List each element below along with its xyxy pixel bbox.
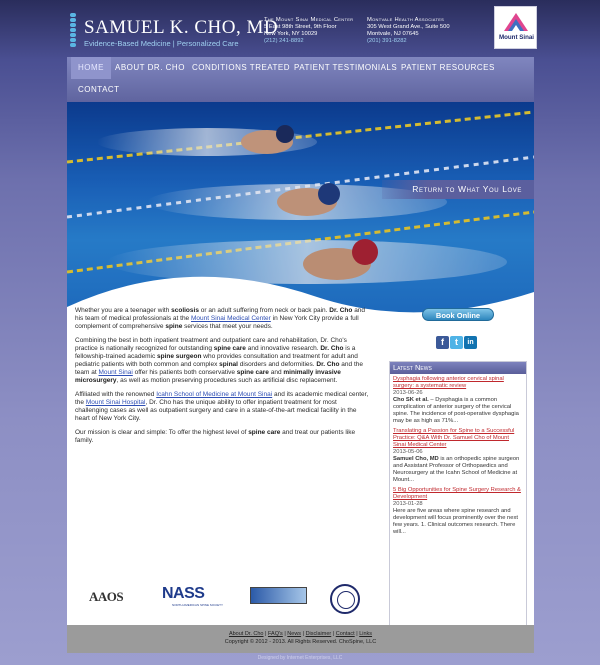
text-span: Whether you are a teenager with: [75, 307, 172, 314]
footer-link-links[interactable]: Links: [359, 631, 373, 637]
news-excerpt-author: Cho SK et al.: [393, 397, 429, 403]
nass-logo[interactable]: NASS: [162, 585, 205, 602]
text-span: , Dr. Cho has the unique ability to offer inpatient treatment for most challenging cases as well as outpatient surgery and care in a state-of-the-art medical facility in the heart of New York City.: [75, 399, 357, 422]
text-span: in New York City provide a full complement of comprehensive: [75, 315, 359, 330]
news-excerpt-text: Here are five areas where spine research and development will focus prominently over the next few years. 1. Clinical outcomes research. There will...: [393, 508, 519, 535]
news-date: 2013-05-06: [393, 449, 423, 455]
text-bold: Dr. Cho: [329, 307, 353, 314]
text-bold: minimally invasive microsurgery: [75, 369, 341, 384]
mount-sinai-link[interactable]: Mount Sinai: [98, 369, 133, 376]
text-span: Our mission is clear and simple: To offer the highest level of: [75, 429, 249, 436]
nav-resources[interactable]: PATIENT RESOURCES: [401, 63, 495, 72]
page-container: [67, 57, 534, 653]
text-span: and innovative research.: [245, 345, 321, 352]
news-item: [393, 376, 523, 425]
text-bold: spinal: [219, 361, 238, 368]
mount-sinai-mark-icon: [503, 11, 529, 33]
text-span: and its academic medical center, the: [75, 391, 369, 406]
text-span: who provides consultation and treatment for adult and pediatric patients with both common and complex: [75, 353, 358, 368]
linkedin-icon[interactable]: in: [464, 336, 477, 349]
location-street: 5 East 98th Street, 9th Floor: [264, 24, 337, 30]
news-link[interactable]: 5 Big Opportunities for Spine Surgery Research & Development: [393, 487, 521, 500]
footer-link-news[interactable]: News: [287, 631, 302, 637]
news-item: [393, 428, 523, 484]
footer-links: About Dr. Cho | FAQ's | News | Disclaimer | Contact | Links: [228, 631, 373, 637]
text-span: and: [268, 369, 284, 376]
intro-paragraph: [75, 307, 371, 331]
news-item: [393, 487, 523, 536]
nav-home[interactable]: HOME: [71, 57, 111, 79]
site-header: [0, 0, 600, 56]
academy-seal-logo[interactable]: [330, 584, 360, 614]
icahn-school-link[interactable]: Icahn School of Medicine at Mount Sinai: [156, 391, 273, 398]
site-tagline: Evidence-Based Medicine | Personalized Care: [84, 39, 239, 48]
location-title: The Mount Sinai Medical Center: [264, 17, 354, 23]
location-city: Montvale, NJ 07645: [367, 31, 419, 37]
text-bold: spine care: [248, 429, 281, 436]
location-montvale: [367, 17, 450, 45]
location-title: Montvale Health Associates: [367, 17, 445, 23]
text-bold: Dr. Cho: [316, 361, 340, 368]
intro-text: [75, 307, 371, 451]
latest-news-heading: Latest News: [390, 362, 526, 374]
news-date: 2013-06-26: [393, 390, 423, 396]
text-bold: scoliosis: [171, 307, 199, 314]
news-excerpt: [393, 456, 523, 484]
facebook-icon[interactable]: f: [436, 336, 449, 349]
nav-about[interactable]: ABOUT DR. CHO: [115, 63, 185, 72]
affiliation-paragraph: [75, 391, 371, 423]
twitter-icon[interactable]: t: [450, 336, 463, 349]
mount-sinai-logo-text: Mount Sinai: [498, 34, 535, 41]
footer-link-contact[interactable]: Contact: [335, 631, 355, 637]
hero-wave-shape: [67, 102, 534, 332]
location-phone[interactable]: (212) 241-8892: [264, 38, 304, 44]
news-excerpt: [393, 397, 523, 425]
location-phone[interactable]: (201) 391-8282: [367, 38, 407, 44]
nav-contact[interactable]: CONTACT: [78, 85, 120, 94]
copyright-text: Copyright © 2012 - 2013. All Rights Reserved. ChoSpine, LLC: [224, 639, 377, 645]
nav-conditions[interactable]: CONDITIONS TREATED: [192, 63, 291, 72]
news-link[interactable]: Translating a Passion for Spine to a Successful Practice: Q&A With Dr. Samuel Cho of Mount Sinai Medical Center: [393, 428, 515, 448]
book-online-button[interactable]: Book Online: [422, 308, 494, 321]
text-span: and the team at: [75, 361, 363, 376]
nav-testimonials[interactable]: PATIENT TESTIMONIALS: [294, 63, 398, 72]
text-span: and his team of medical professionals at the: [75, 307, 366, 322]
location-street: 305 West Grand Ave., Suite 500: [367, 24, 450, 30]
news-excerpt-text: is an orthopedic spine surgeon and Assistant Professor of Orthopaedics and Neurosurgery at the Icahn School of Medicine at Mount...: [393, 456, 520, 483]
spine-society-logo[interactable]: [250, 587, 307, 604]
site-footer: [67, 625, 534, 653]
site-title[interactable]: SAMUEL K. CHO, MD: [84, 17, 279, 38]
text-bold: spine surgeon: [157, 353, 202, 360]
mount-sinai-hospital-link[interactable]: Mount Sinai Hospital: [85, 399, 146, 406]
mission-paragraph: [75, 429, 371, 445]
mount-sinai-logo[interactable]: [494, 6, 537, 49]
location-city: New York, NY 10029: [264, 31, 318, 37]
designer-credit[interactable]: Designed by Internet Enterprises, LLC: [257, 655, 343, 661]
news-date: 2013-01-28: [393, 501, 423, 507]
footer-link-disclaimer[interactable]: Disclaimer: [305, 631, 332, 637]
spine-logo-icon: [66, 12, 80, 48]
text-span: services that meet your needs.: [182, 323, 273, 330]
text-bold: Dr. Cho: [320, 345, 344, 352]
location-new-york: [264, 17, 353, 45]
news-list: [390, 374, 526, 541]
text-bold: spine: [165, 323, 183, 330]
aaos-logo[interactable]: AAOS: [89, 589, 124, 604]
text-span: and treat our patients like family.: [75, 429, 356, 444]
news-link[interactable]: Dysphagia following anterior cervical spinal surgery: a systematic review: [393, 376, 504, 389]
text-span: offer his patients both conservative: [132, 369, 237, 376]
nass-logo-subtitle: NORTH AMERICAN SPINE SOCIETY: [172, 603, 223, 607]
text-span: Combining the best in both inpatient treatment and outpatient care and rehabilitation, Dr. Cho's practice is nationally recognized for outstanding: [75, 337, 347, 352]
text-span: or an adult suffering from neck or back pain.: [198, 307, 330, 314]
news-excerpt-text: – Dysphagia is a common complication of anterior surgery of the cervical spine. The incidence of post-operative dysphagia may be as high as 71%...: [393, 397, 519, 424]
text-bold: spine care: [236, 369, 269, 376]
text-span: is a fellowship-trained academic: [75, 345, 356, 360]
main-nav: [67, 57, 534, 102]
practice-paragraph: [75, 337, 371, 385]
hero-tagline: Return to What You Love: [382, 180, 534, 199]
news-excerpt: [393, 508, 523, 536]
footer-link-about[interactable]: About Dr. Cho: [228, 631, 264, 637]
news-excerpt-author: Samuel Cho, MD: [393, 456, 439, 462]
hero-banner: [67, 102, 534, 332]
footer-link-faq[interactable]: FAQ's: [267, 631, 283, 637]
text-bold: spine care: [213, 345, 246, 352]
text-span: Affiliated with the renowned: [75, 391, 157, 398]
mount-sinai-medical-center-link[interactable]: Mount Sinai Medical Center: [190, 315, 271, 322]
text-span: disorders and deformities.: [237, 361, 317, 368]
affiliation-logos: [67, 579, 534, 617]
text-span: , as well as motion preserving procedures such as artificial disc replacement.: [116, 377, 338, 384]
